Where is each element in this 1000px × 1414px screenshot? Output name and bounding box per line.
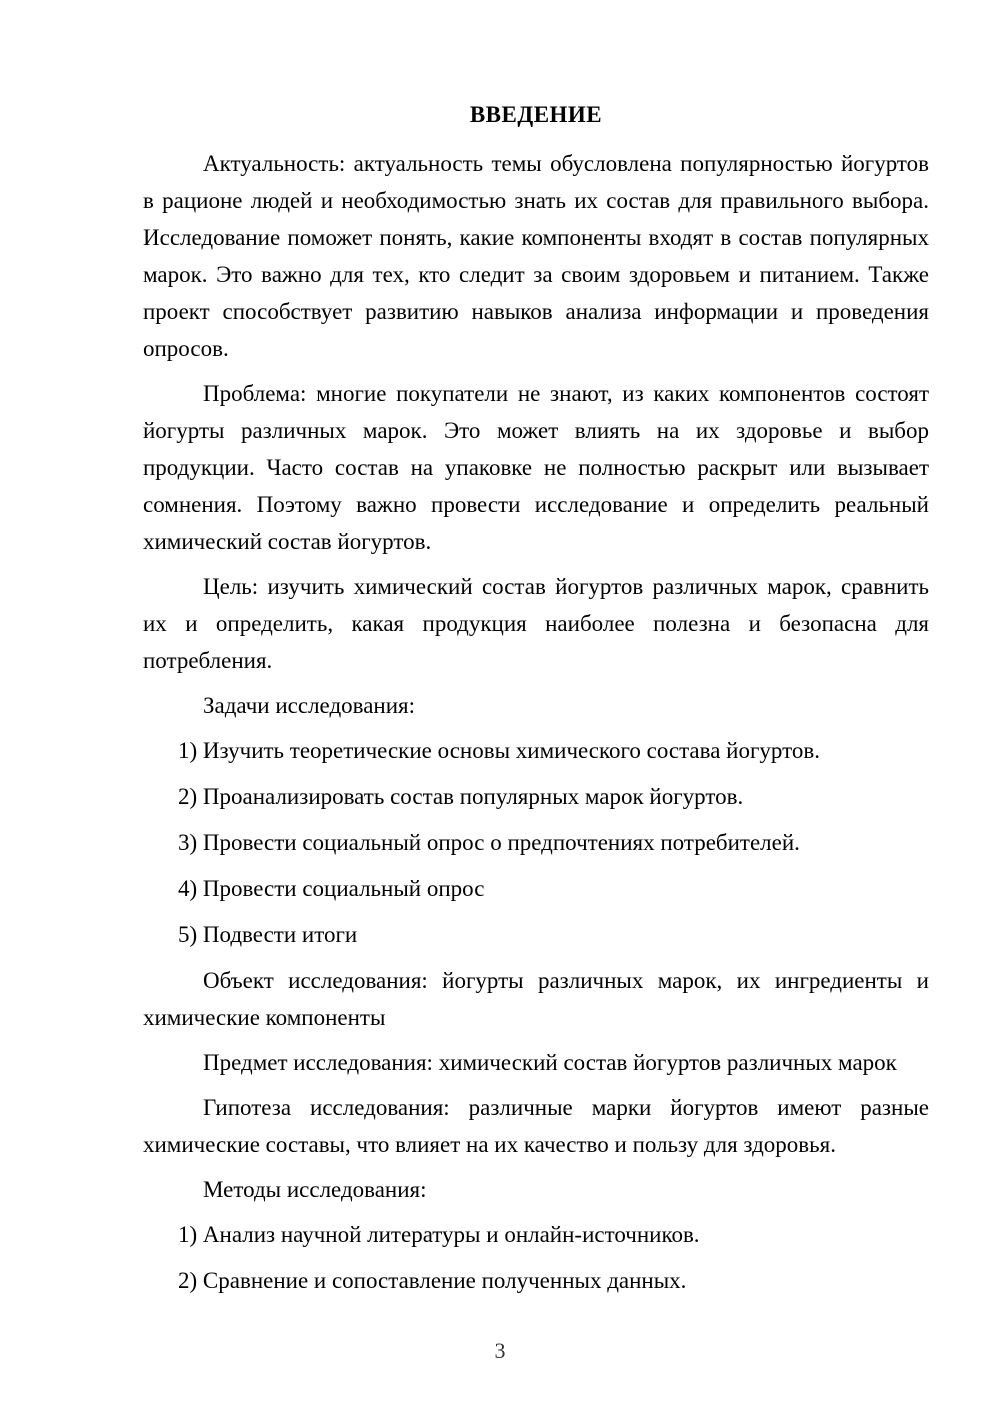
- task-list-item: 4) Провести социальный опрос: [178, 876, 485, 901]
- methods-heading: Методы исследования:: [203, 1177, 427, 1202]
- task-list-item: 2) Проанализировать состав популярных марок йогуртов.: [178, 784, 744, 809]
- task-list-item: 5) Подвести итоги: [178, 922, 358, 947]
- task-list-item: 1) Изучить теоретические основы химического состава йогуртов.: [178, 738, 820, 763]
- paragraph-goal: Цель: изучить химический состав йогуртов различных марок, сравнить их и определить, какая продукция наиболее полезна и безопасна для потребления.: [143, 574, 929, 673]
- paragraph-problem: Проблема: многие покупатели не знают, из каких компонентов состоят йогурты различных марок. Это может влиять на их здоровье и выбор продукции. Часто состав на упаковке не полностью раскрыт или вызывает сомнения. Поэтому важно провести исследование и определить реальный химический состав йогуртов.: [143, 381, 929, 554]
- paragraph-relevance: Актуальность: актуальность темы обусловлена популярностью йогуртов в рационе людей и необходимостью знать их состав для правильного выбора. Исследование поможет понять, какие компоненты входят в состав популярных марок. Это важно для тех, кто следит за своим здоровьем и питанием. Также проект способствует развитию навыков анализа информации и проведения опросов.: [143, 151, 929, 361]
- paragraph-hypothesis: Гипотеза исследования: различные марки йогуртов имеют разные химические составы, что влияет на их качество и пользу для здоровья.: [143, 1095, 929, 1157]
- page-number: 3: [494, 1338, 506, 1363]
- methods-list: [143, 1216, 929, 1299]
- paragraph-object: Объект исследования: йогурты различных марок, их ингредиенты и химические компоненты: [143, 968, 929, 1030]
- method-list-item: 1) Анализ научной литературы и онлайн-источников.: [178, 1222, 700, 1247]
- method-list-item: 2) Сравнение и сопоставление полученных данных.: [178, 1268, 687, 1293]
- task-list-item: 3) Провести социальный опрос о предпочтениях потребителей.: [178, 830, 800, 855]
- page-title: ВВЕДЕНИЕ: [469, 102, 603, 127]
- tasks-list: [143, 732, 929, 953]
- paragraph-subject: Предмет исследования: химический состав йогуртов различных марок: [203, 1050, 897, 1075]
- tasks-heading: Задачи исследования:: [203, 693, 416, 718]
